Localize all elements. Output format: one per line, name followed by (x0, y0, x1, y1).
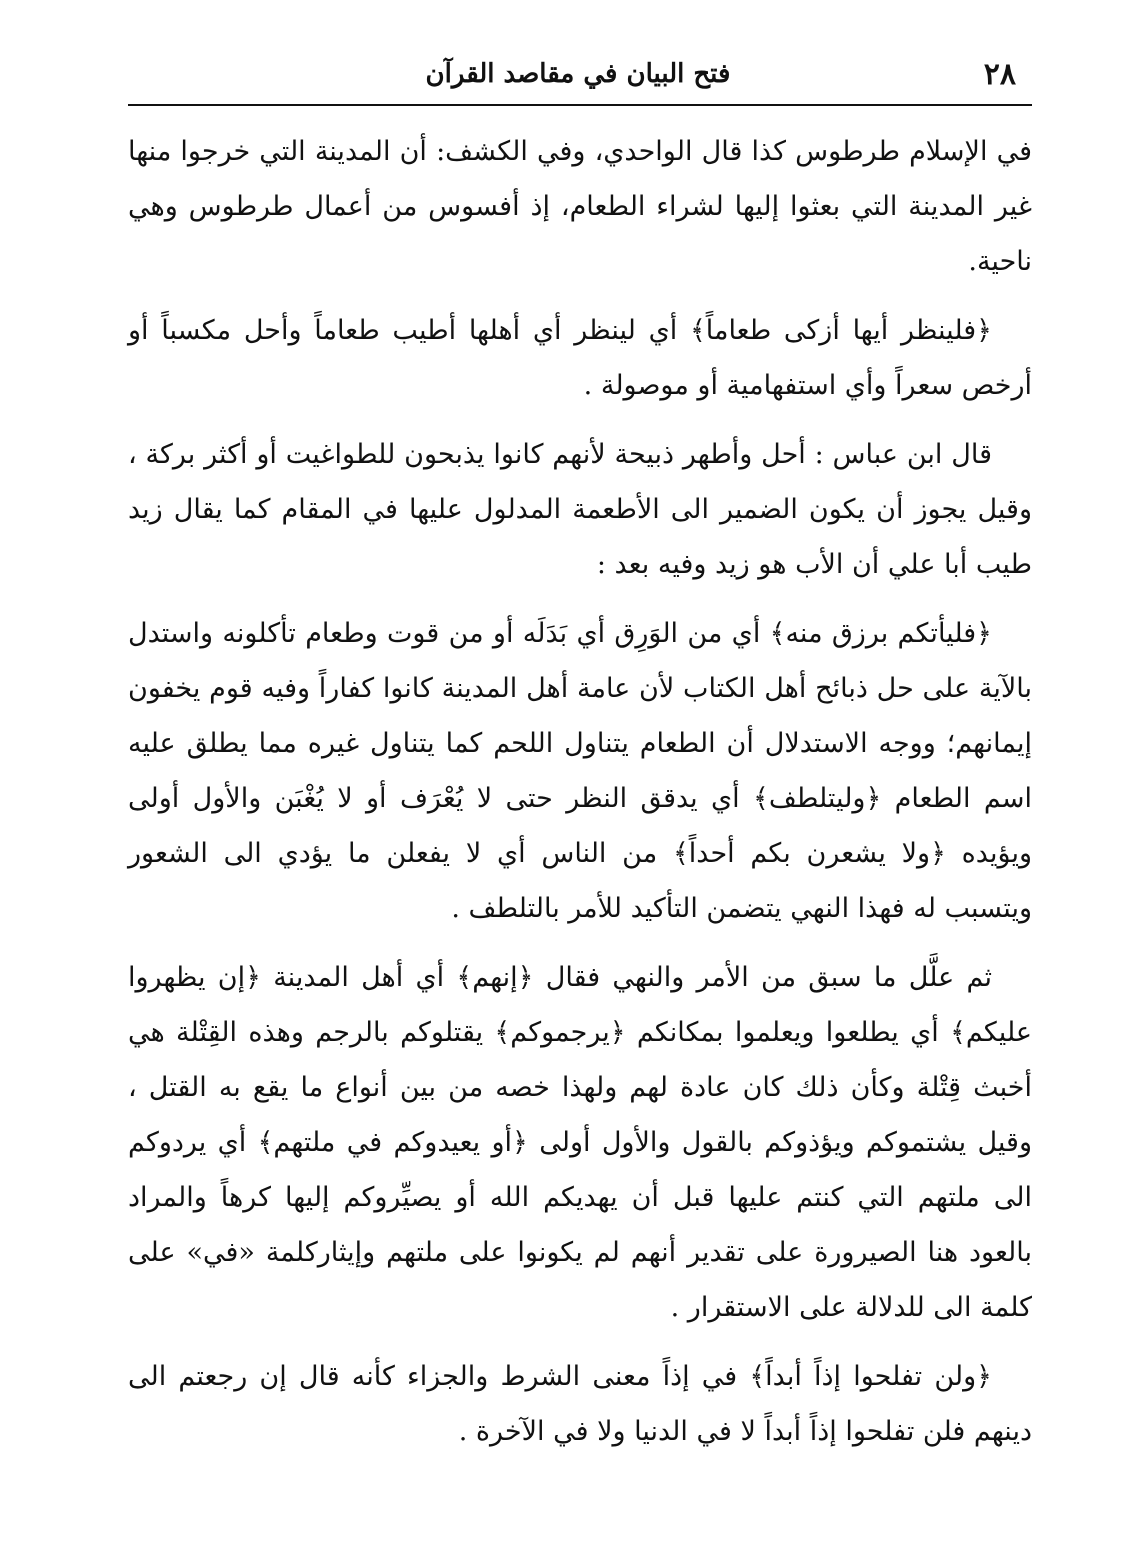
paragraph-2: ﴿فلينظر أيها أزكى طعاماً﴾ أي لينظر أي أهلها أطيب طعاماً وأحل مكسباً أو أرخص سعراً وأي استفهامية أو موصولة . (128, 315, 1032, 401)
page-header (128, 55, 1028, 103)
paragraph-1: في الإسلام طرطوس كذا قال الواحدي، وفي الكشف: أن المدينة التي خرجوا منها غير المدينة التي بعثوا إليها لشراء الطعام، إذ أفسوس من أعمال طرطوس وهي ناحية. (128, 136, 1032, 277)
paragraph-4: ﴿فليأتكم برزق منه﴾ أي من الوَرِق أي بَدَلَه أو من قوت وطعام تأكلونه واستدل بالآية على حل ذبائح أهل الكتاب لأن عامة أهل المدينة كانوا كفاراً وفيه قوم يخفون إيمانهم؛ ووجه الاستدلال أن الطعام يتناول اللحم كما يتناول غيره مما يطلق عليه اسم الطعام ﴿وليتلطف﴾ أي يدقق النظر حتى لا يُعْرَف أو لا يُغْبَن والأول أولى ويؤيده ﴿ولا يشعرن بكم أحداً﴾ من الناس أي لا يفعلن ما يؤدي الى الشعور ويتسبب له فهذا النهي يتضمن التأكيد للأمر بالتلطف . (128, 618, 1032, 924)
paragraph-5: ثم علَّل ما سبق من الأمر والنهي فقال ﴿إنهم﴾ أي أهل المدينة ﴿إن يظهروا عليكم﴾ أي يطلعوا ويعلموا بمكانكم ﴿يرجموكم﴾ يقتلوكم بالرجم وهذه القِتْلة هي أخبث قِتْلة وكأن ذلك كان عادة لهم ولهذا خصه من بين أنواع ما يقع به القتل ، وقيل يشتموكم ويؤذوكم بالقول والأول أولى ﴿أو يعيدوكم في ملتهم﴾ أي يردوكم الى ملتهم التي كنتم عليها قبل أن يهديكم الله أو يصيِّروكم إليها كرهاً والمراد بالعود هنا الصيرورة على تقدير أنهم لم يكونوا على ملتهم وإيثاركلمة «في» على كلمة الى للدلالة على الاستقرار . (128, 962, 1032, 1323)
page-body (128, 124, 1032, 1473)
page-number: ٢٨ (983, 57, 1016, 92)
paragraph-3: قال ابن عباس : أحل وأطهر ذبيحة لأنهم كانوا يذبحون للطواغيت أو أكثر بركة ، وقيل يجوز أن يكون الضمير الى الأطعمة المدلول عليها في المقام كما يقال زيد طيب أبا علي أن الأب هو زيد وفيه بعد : (128, 439, 1032, 580)
header-rule (128, 104, 1032, 106)
book-title: فتح البيان في مقاصد القرآن (425, 59, 731, 89)
paragraph-6: ﴿ولن تفلحوا إذاً أبداً﴾ في إذاً معنى الشرط والجزاء كأنه قال إن رجعتم الى دينهم فلن تفلحوا إذاً أبداً لا في الدنيا ولا في الآخرة . (128, 1361, 1032, 1447)
